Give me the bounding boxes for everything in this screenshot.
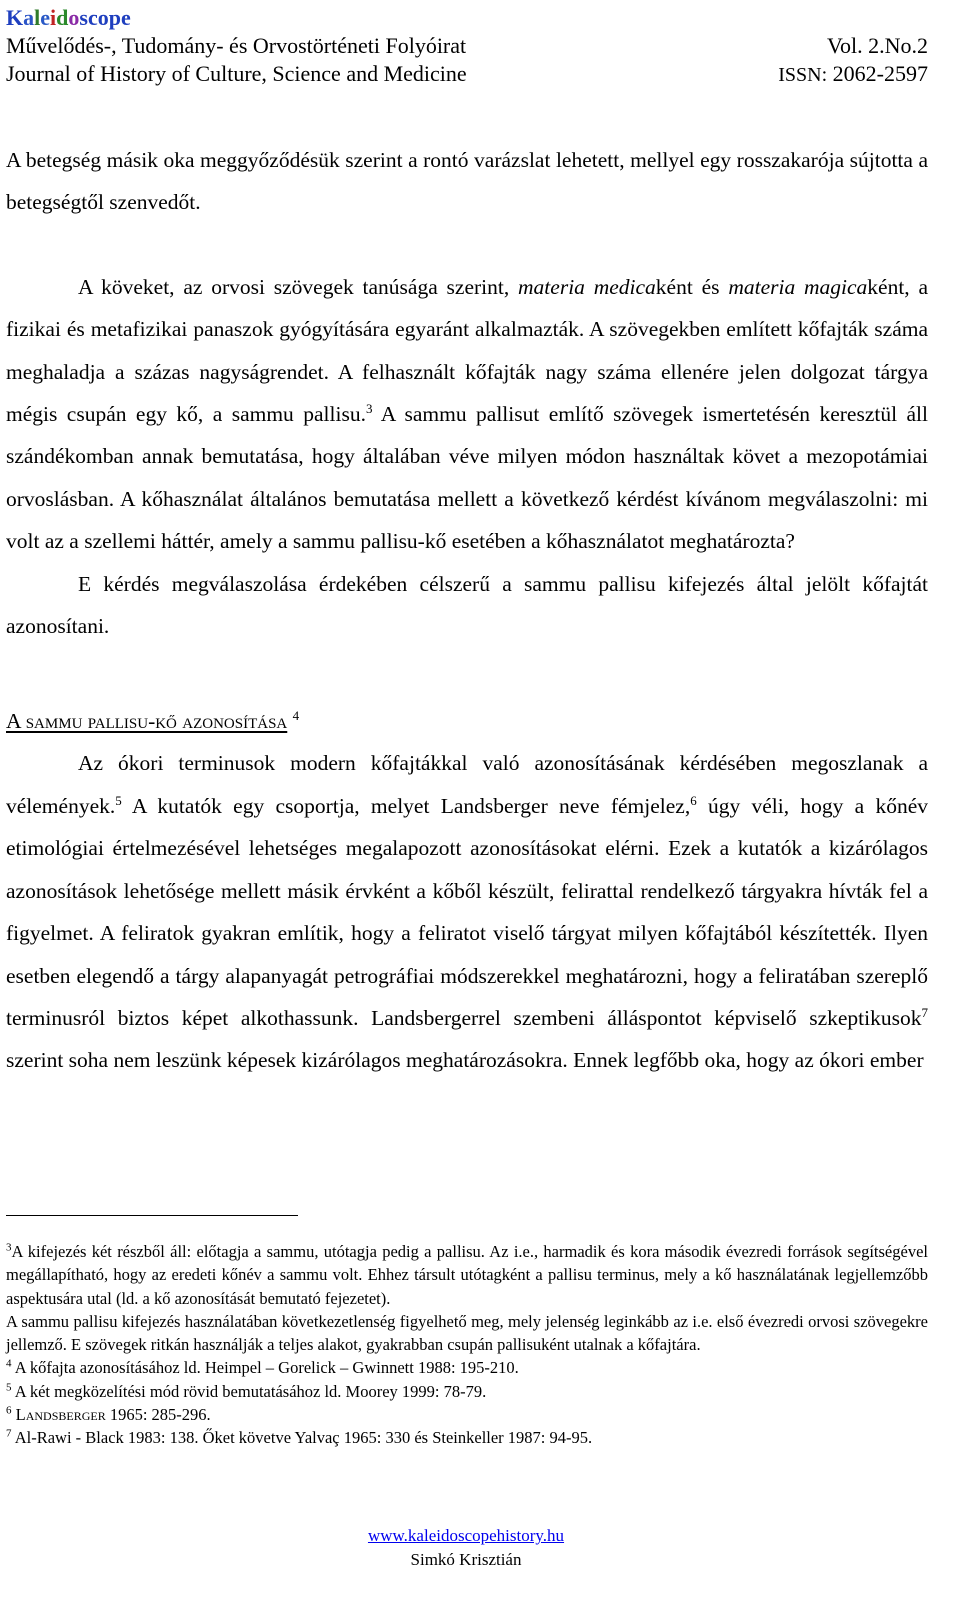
logo-letter: o <box>97 5 109 30</box>
logo-letter: e <box>120 5 131 30</box>
logo-letter: i <box>50 5 57 30</box>
footnote-ref[interactable]: 5 <box>115 792 122 808</box>
footnote-text: A két megközelítési mód rövid bemutatásához ld. Moorey 1999: 78-79. <box>14 1381 487 1401</box>
footnote-ref[interactable]: 4 <box>292 708 300 724</box>
footnote-number: 6 <box>6 1404 12 1417</box>
text-run: A kutatók egy csoportja, melyet Landsberger neve fémjelez, <box>131 793 691 818</box>
footnote-number: 3 <box>6 1241 12 1254</box>
footnotes <box>6 1240 928 1450</box>
logo-letter: a <box>23 5 35 30</box>
logo-letter: e <box>40 5 51 30</box>
paragraph <box>6 742 928 1081</box>
issn-label: ISSN: <box>778 64 828 86</box>
footnote-ref[interactable]: 7 <box>921 1004 928 1020</box>
footnote-text: A kőfajta azonosításához ld. Heimpel – Gorelick – Gwinnett 1988: 195-210. <box>14 1358 519 1378</box>
text-run: szerint soha nem leszünk képesek kizárólagos meghatározásokra. Ennek legfőbb oka, hogy az ókori ember <box>6 1048 924 1073</box>
paragraph <box>6 266 928 563</box>
journal-logo <box>6 4 928 32</box>
footnote-ref[interactable]: 6 <box>690 792 697 808</box>
footnote-number: 5 <box>6 1381 12 1394</box>
footnote-text: A kifejezés két részből áll: előtagja a sammu, utótagja pedig a pallisu. Az i.e., harmadik és kora második évezredi források segítségével megállapítható, hogy az eredeti kőnév a sammu volt. Ehhez társult utótagként a pallisu terminus, mely a kő használatának legjellemzőbb aspektusára utal (ld. a kő azonosítását bemutató fejezetet). <box>6 1242 928 1308</box>
footnote-ref[interactable]: 3 <box>365 400 373 416</box>
logo-letter: s <box>79 5 88 30</box>
italic-term: materia medica <box>518 274 656 299</box>
logo-letter: d <box>56 5 69 30</box>
logo-letter: o <box>68 5 80 30</box>
footnote-6 <box>6 1403 928 1426</box>
footnote-number: 4 <box>6 1357 12 1370</box>
footnote-number: 7 <box>6 1427 12 1440</box>
section-heading <box>6 700 928 742</box>
text-run: A sammu pallisut említő szövegek ismertetésén keresztül áll szándékomban annak bemutatása, hogy általában véve milyen módon használtak követ a mezopotámiai orvoslásban. A kőhasználat általános bemutatása mellett a következő kérdést kívánom megválaszolni: mi volt az a szellemi háttér, amely a sammu pallisu-kő esetében a kőhasználatot meghatározta? <box>6 402 928 554</box>
footnote-text: Landsberger 1965: 285-296. <box>15 1405 211 1425</box>
journal-subtitle-hungarian: Művelődés-, Tudomány- és Orvostörténeti Folyóirat <box>6 33 467 58</box>
logo-letter: K <box>6 5 24 30</box>
website-link[interactable]: www.kaleidoscopehistory.hu <box>367 1526 565 1545</box>
text-run: úgy véli, hogy a kőnév etimológiai értelmezésével lehetséges megalapozott azonosításokat elérni. Ezek a kutatók a kizárólagos azonosítások lehetősége mellett másik érvként a kőből készült, felirattal rendelkező tárgyakra hívták fel a figyelmet. A feliratok gyakran említik, hogy a feliratot viselő tárgyat milyen kőfajtából készítették. Ilyen esetben elegendő a tárgy alapanyagát petrográfiai módszerekkel meghatározni, hogy a feliratában szereplő terminusról biztos képet alkothassunk. Landsbergerrel szembeni álláspontot képviselő szkeptikusok <box>6 793 928 1030</box>
text-run: Az ókori terminusok modern kőfajtákkal való azonosításának kérdésében megoszlanak a vélemények. <box>6 751 928 818</box>
footnote-4 <box>6 1356 928 1379</box>
footnote-3 <box>6 1240 928 1310</box>
journal-header <box>6 4 928 89</box>
volume-number: Vol. 2.No.2 <box>826 33 928 58</box>
paragraph: E kérdés megválaszolása érdekében célszerű a sammu pallisu kifejezés által jelölt kőfajtát azonosítani. <box>6 571 928 639</box>
page-footer <box>0 1524 932 1572</box>
issn-value: 2062-2597 <box>832 61 928 86</box>
footnote-text: Al-Rawi - Black 1983: 138. Őket követve Yalvaç 1965: 330 és Steinkeller 1987: 94-95. <box>14 1428 593 1448</box>
issn <box>778 60 928 89</box>
article-body <box>6 139 928 1082</box>
paragraph: A betegség másik oka meggyőződésük szerint a rontó varázslat lehetett, mellyel egy rosszakarója sújtotta a betegségtől szenvedőt. <box>6 148 928 215</box>
logo-letter: p <box>108 5 121 30</box>
text-run: A köveket, az orvosi szövegek tanúsága szerint, <box>78 274 510 299</box>
footnote-3-continued: A sammu pallisu kifejezés használatában következetlenség figyelhető meg, mely jelenség leginkább az i.e. első évezredi orvosi szövegekre jellemző. E szövegek ritkán használják a teljes alakot, gyakrabban csupán pallisuként utalnak a kőfajtára. <box>6 1311 928 1355</box>
section-heading-text: A sammu pallisu-kő azonosítása <box>6 709 288 734</box>
logo-letter: l <box>34 5 41 30</box>
logo-letter: c <box>87 5 98 30</box>
text-run: ként és <box>655 274 720 299</box>
footnote-separator <box>6 1215 298 1216</box>
footnote-7 <box>6 1426 928 1449</box>
text-run: ként, a fizikai és metafizikai panaszok gyógyítására egyaránt alkalmazták. A szövegekben említett kőfajták száma meghaladja a százas nagyságrendet. A felhasznált kőfajták nagy száma ellenére jelen dolgozat tárgya mégis csupán egy kő, a sammu pallisu. <box>6 274 929 427</box>
journal-subtitle-english: Journal of History of Culture, Science and Medicine <box>6 61 467 86</box>
footnote-5 <box>6 1380 928 1403</box>
author-name: Simkó Krisztián <box>410 1550 522 1569</box>
italic-term: materia magica <box>728 274 868 299</box>
